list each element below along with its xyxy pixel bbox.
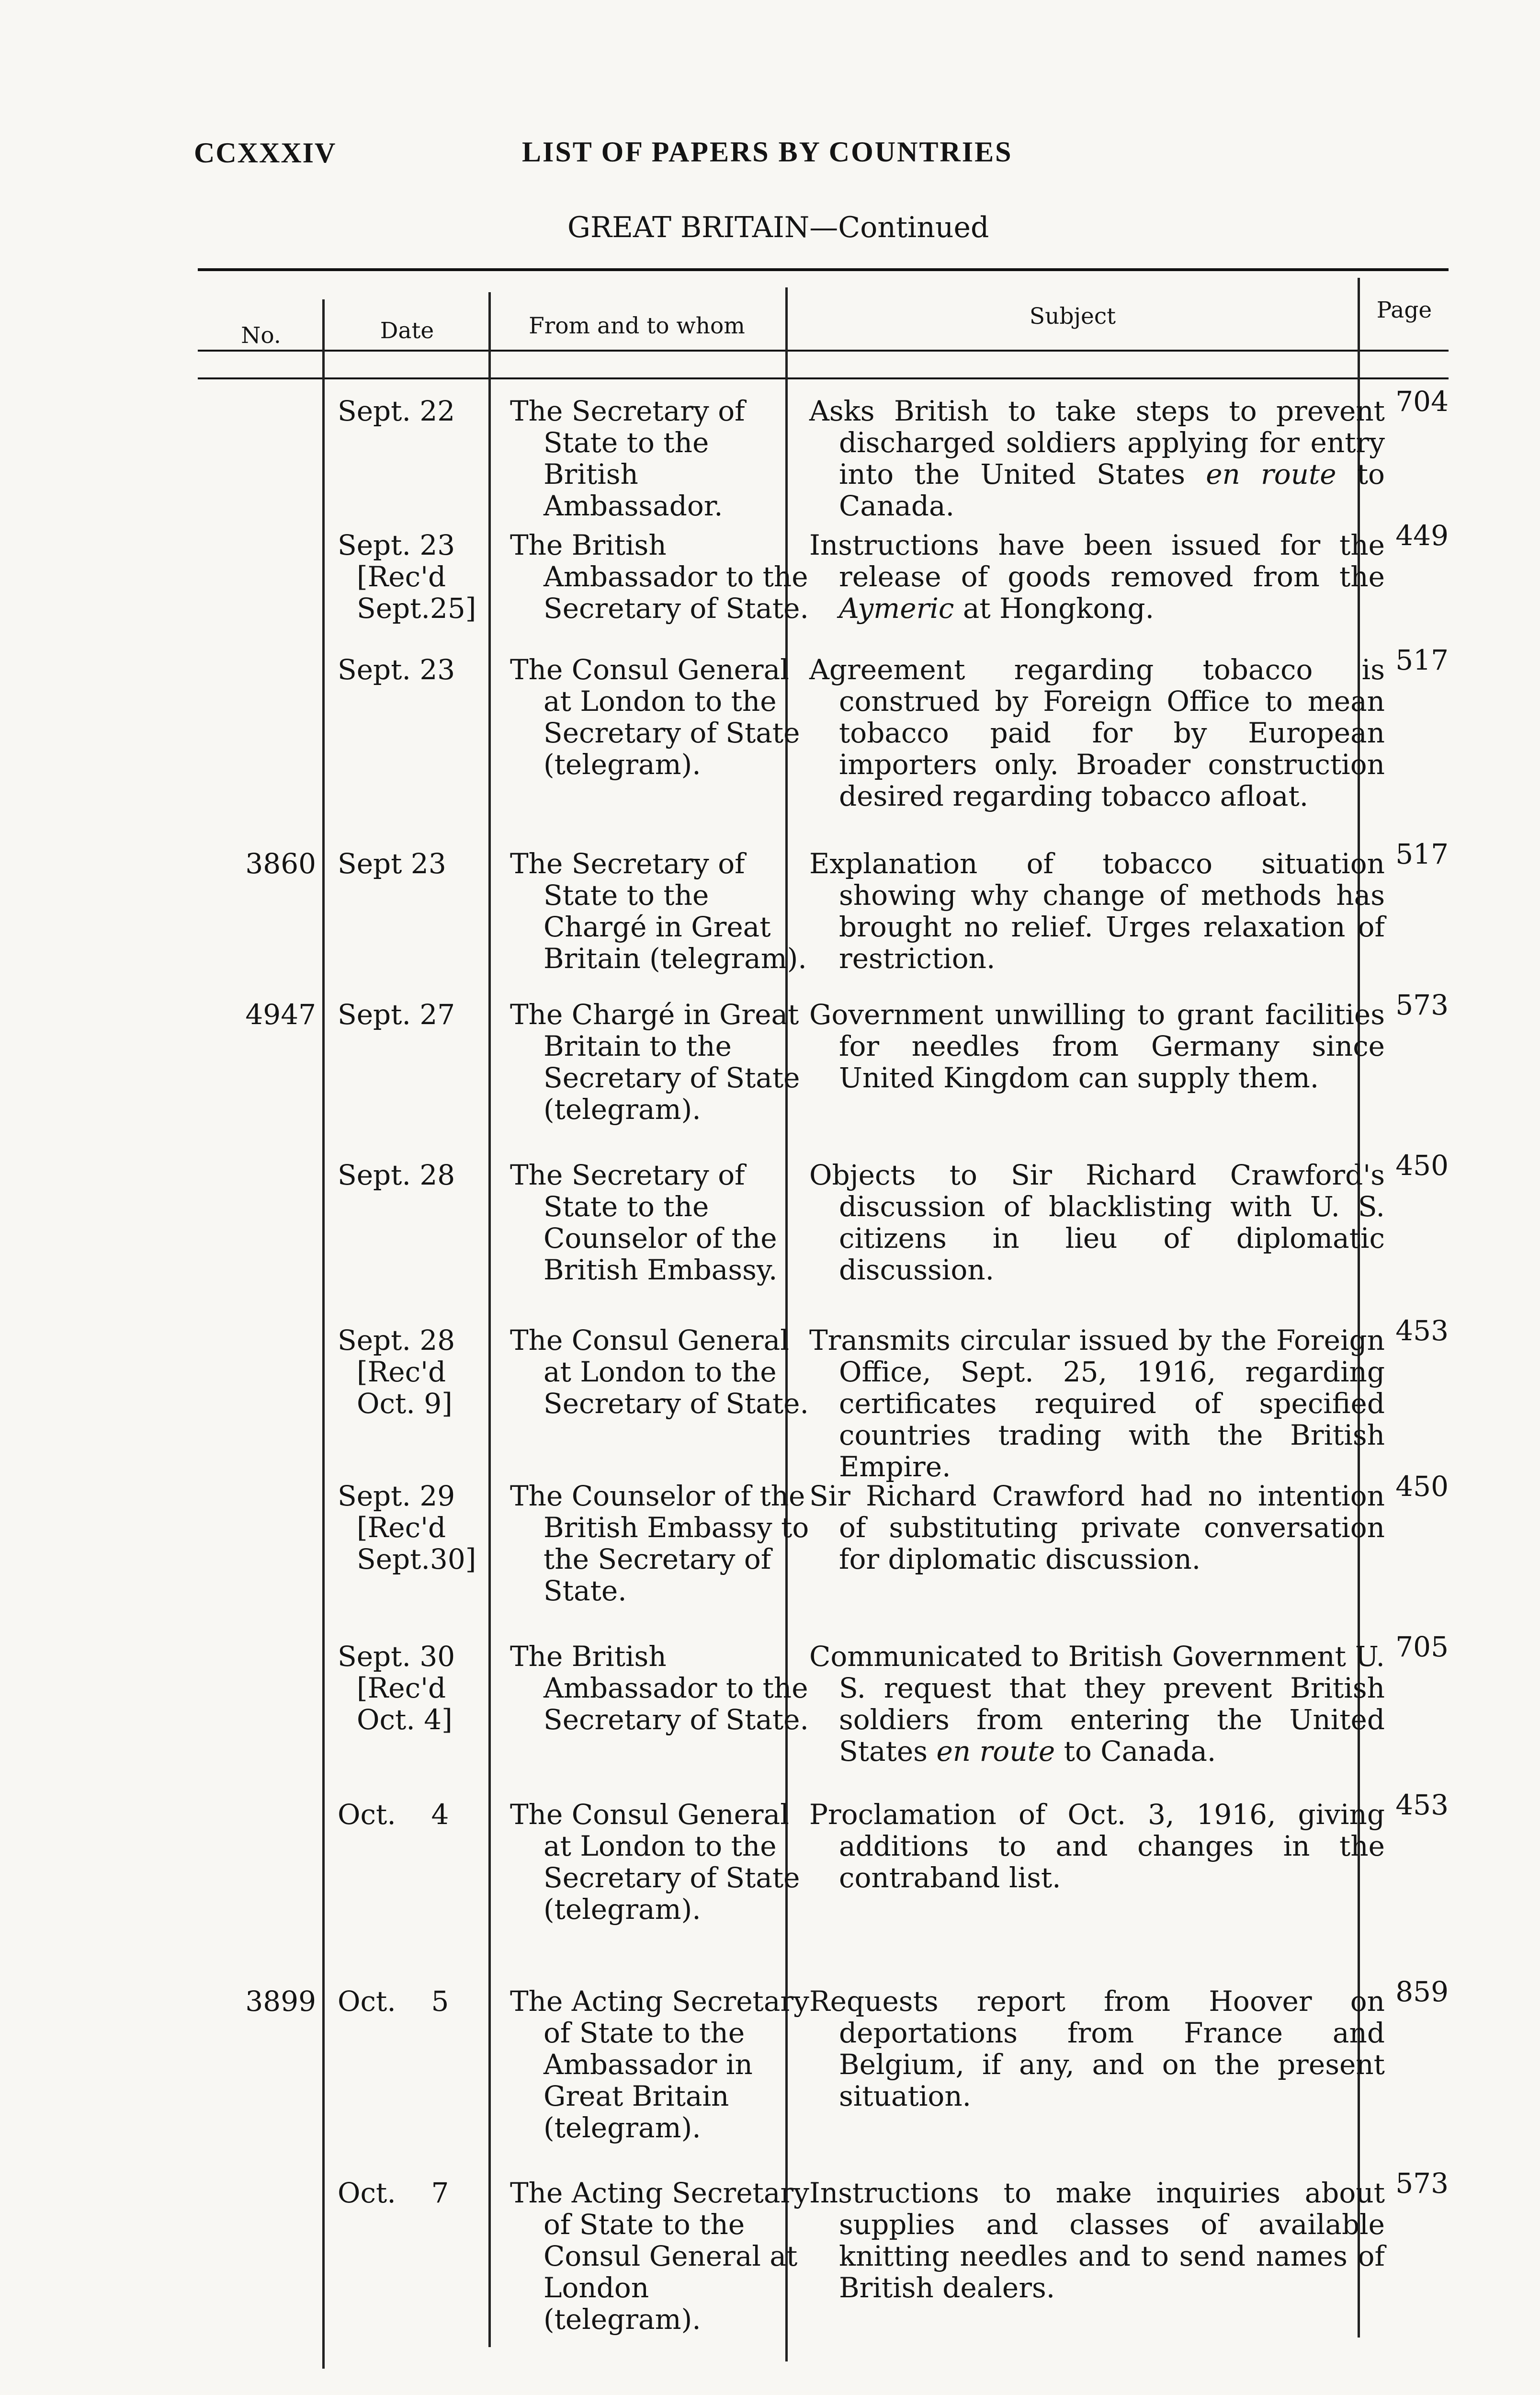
column-divider-2 <box>488 292 491 2347</box>
column-header-subject: Subject <box>1029 303 1116 330</box>
date-line: [Rec'd <box>357 560 446 593</box>
date-line: Sept. 29 <box>338 1480 455 1512</box>
subject-cell: Sir Richard Crawford had no intention of substituting private conversation for diplomatic discussion. <box>809 1480 1385 1575</box>
page-reference: 453 <box>1395 1789 1449 1821</box>
from-to-cell: The Chargé in Great Britain to the Secretary of State (telegram). <box>510 998 800 1126</box>
date-cell <box>338 2177 481 2209</box>
column-header-from-to: From and to whom <box>529 313 745 339</box>
page-reference: 517 <box>1395 644 1449 676</box>
page-reference: 517 <box>1395 838 1449 870</box>
header-bottom-rule-2 <box>198 377 1449 379</box>
date-line: Sept 23 <box>338 847 446 880</box>
page-reference: 450 <box>1395 1470 1449 1503</box>
document-number: 3860 <box>245 847 316 880</box>
section-subtitle: GREAT BRITAIN—Continued <box>567 211 989 244</box>
subject-cell: Agreement regarding tobacco is construed by Foreign Office to mean tobacco paid for by European importers only. Broader construction desired regarding tobacco afloat. <box>809 653 1385 812</box>
subject-cell: Transmits circular issued by the Foreign Office, Sept. 25, 1916, regarding certificates required of specified countries trading with the British Empire. <box>809 1324 1385 1483</box>
from-to-cell: The British Ambassador to the Secretary of State. <box>510 529 809 625</box>
subject-cell: Requests report from Hoover on deportations from France and Belgium, if any, and on the present situation. <box>809 1985 1385 2112</box>
subject-cell: Asks British to take steps to prevent discharged soldiers applying for entry into the United States en route to Canada. <box>809 395 1385 522</box>
date-cell <box>338 1324 481 1419</box>
from-to-cell: The Consul General at London to the Secretary of State (telegram). <box>510 1798 800 1926</box>
date-line: Oct. 4] <box>357 1703 453 1736</box>
column-header-no: No. <box>241 322 281 349</box>
date-line: Sept. 23 <box>338 653 455 686</box>
from-to-cell: The Acting Secretary of State to the Ambassador in Great Britain (telegram). <box>510 1985 809 2144</box>
date-line: [Rec'd <box>357 1511 446 1544</box>
document-number: 4947 <box>245 998 316 1031</box>
from-to-cell: The Consul General at London to the Secretary of State (telegram). <box>510 653 800 781</box>
from-to-cell: The Secretary of State to the Chargé in Great Britain (telegram). <box>510 847 807 975</box>
page-reference: 573 <box>1395 989 1449 1021</box>
date-line: Sept.30] <box>357 1543 476 1575</box>
subject-cell: Government unwilling to grant facilities for needles from Germany since United Kingdom can supply them. <box>809 998 1385 1094</box>
date-line: Oct. 5 <box>338 1985 449 2018</box>
date-cell <box>338 654 481 685</box>
subject-cell: Explanation of tobacco situation showing why change of methods has brought no relief. Urges relaxation of restriction. <box>809 847 1385 975</box>
date-line: [Rec'd <box>357 1672 446 1704</box>
date-line: Sept. 27 <box>338 998 455 1031</box>
date-cell <box>338 1799 481 1830</box>
from-to-cell: The British Ambassador to the Secretary of State. <box>510 1640 809 1736</box>
date-line: Sept. 23 <box>338 529 455 561</box>
from-to-cell: The Consul General at London to the Secretary of State. <box>510 1324 809 1420</box>
date-line: Oct. 7 <box>338 2177 449 2209</box>
subject-cell: Proclamation of Oct. 3, 1916, giving additions to and changes in the contraband list. <box>809 1798 1385 1894</box>
date-cell <box>338 1641 481 1735</box>
page-reference: 859 <box>1395 1975 1449 2008</box>
from-to-cell: The Secretary of State to the Counselor of the British Embassy. <box>510 1159 778 1286</box>
date-cell <box>338 999 481 1030</box>
date-cell <box>338 1480 481 1575</box>
column-header-date: Date <box>380 318 434 344</box>
subject-cell: Communicated to British Government U. S. request that they prevent British soldiers from entering the United States en route to Canada. <box>809 1640 1385 1768</box>
column-header-page: Page <box>1376 297 1432 323</box>
date-line: Oct. 4 <box>338 1798 449 1831</box>
page-reference: 573 <box>1395 2167 1449 2200</box>
table-top-rule <box>198 268 1449 271</box>
page-reference: 453 <box>1395 1314 1449 1347</box>
from-to-cell: The Counselor of the British Embassy to the Secretary of State. <box>510 1480 809 1607</box>
date-line: Sept. 28 <box>338 1159 455 1191</box>
page-reference: 450 <box>1395 1149 1449 1182</box>
date-cell <box>338 848 481 879</box>
date-cell <box>338 529 481 624</box>
date-line: Sept. 22 <box>338 395 455 427</box>
subject-cell: Instructions to make inquiries about supplies and classes of available knitting needles and to send names of British dealers. <box>809 2177 1385 2304</box>
date-line: Sept. 28 <box>338 1324 455 1357</box>
date-cell <box>338 1985 481 2017</box>
document-number: 3899 <box>245 1985 316 2018</box>
page-reference: 705 <box>1395 1631 1449 1663</box>
date-line: Sept.25] <box>357 592 476 625</box>
column-divider-1 <box>322 299 325 2369</box>
date-cell <box>338 395 481 427</box>
date-line: [Rec'd <box>357 1356 446 1388</box>
subject-cell: Instructions have been issued for the release of goods removed from the Aymeric at Hongkong. <box>809 529 1385 625</box>
from-to-cell: The Acting Secretary of State to the Consul General at London (telegram). <box>510 2177 809 2336</box>
date-line: Oct. 9] <box>357 1387 453 1420</box>
header-bottom-rule <box>198 350 1449 352</box>
date-line: Sept. 30 <box>338 1640 455 1673</box>
page-reference: 449 <box>1395 519 1449 552</box>
page-reference: 704 <box>1395 385 1449 418</box>
subject-cell: Objects to Sir Richard Crawford's discussion of blacklisting with U. S. citizens in lieu of diplomatic discussion. <box>809 1159 1385 1286</box>
date-cell <box>338 1159 481 1191</box>
page-number: CCXXXIV <box>194 137 337 169</box>
from-to-cell: The Secretary of State to the British Ambassador. <box>510 395 745 522</box>
running-title: LIST OF PAPERS BY COUNTRIES <box>522 136 1013 168</box>
